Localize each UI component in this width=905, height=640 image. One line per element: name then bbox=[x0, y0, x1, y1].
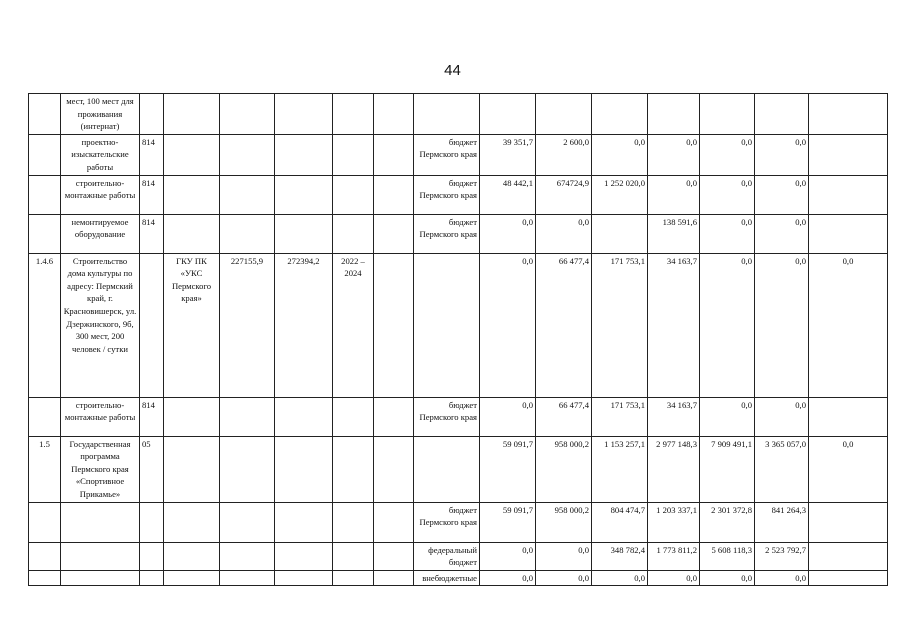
cost-2 bbox=[275, 502, 333, 542]
amount-3: 0,0 bbox=[592, 134, 648, 175]
amount-1: 0,0 bbox=[480, 542, 536, 570]
amount-1: 59 091,7 bbox=[480, 436, 536, 502]
cost-2 bbox=[275, 570, 333, 586]
customer: ГКУ ПК «УКС Пермского края» bbox=[164, 253, 220, 397]
object-name bbox=[61, 570, 140, 586]
amount-5: 5 608 118,3 bbox=[700, 542, 755, 570]
object-name: строительно-монтажные работы bbox=[61, 397, 140, 436]
cost-1 bbox=[220, 397, 275, 436]
table-row bbox=[29, 94, 888, 135]
amount-6: 0,0 bbox=[755, 214, 809, 253]
customer bbox=[164, 570, 220, 586]
budget-table bbox=[28, 93, 888, 586]
cost-1: 227155,9 bbox=[220, 253, 275, 397]
cost-2 bbox=[275, 397, 333, 436]
table-row bbox=[29, 134, 888, 175]
cost-2 bbox=[275, 134, 333, 175]
row-number bbox=[29, 175, 61, 214]
amount-4: 138 591,6 bbox=[648, 214, 700, 253]
amount-7 bbox=[809, 134, 888, 175]
funding-source: бюджет Пермского края bbox=[414, 175, 480, 214]
amount-7: 0,0 bbox=[809, 253, 888, 397]
amount-1: 48 442,1 bbox=[480, 175, 536, 214]
amount-6: 0,0 bbox=[755, 397, 809, 436]
code bbox=[140, 570, 164, 586]
amount-5 bbox=[700, 94, 755, 135]
cost-2 bbox=[275, 175, 333, 214]
customer bbox=[164, 134, 220, 175]
amount-3: 1 252 020,0 bbox=[592, 175, 648, 214]
amount-4: 0,0 bbox=[648, 134, 700, 175]
amount-2: 0,0 bbox=[536, 214, 592, 253]
row-number bbox=[29, 570, 61, 586]
amount-6: 841 264,3 bbox=[755, 502, 809, 542]
period bbox=[333, 570, 374, 586]
amount-2: 674724,9 bbox=[536, 175, 592, 214]
row-number: 1.4.6 bbox=[29, 253, 61, 397]
code bbox=[140, 253, 164, 397]
amount-5: 0,0 bbox=[700, 134, 755, 175]
amount-5: 2 301 372,8 bbox=[700, 502, 755, 542]
code bbox=[140, 502, 164, 542]
amount-2: 0,0 bbox=[536, 542, 592, 570]
extra bbox=[374, 397, 414, 436]
funding-source bbox=[414, 94, 480, 135]
amount-4: 34 163,7 bbox=[648, 253, 700, 397]
amount-1: 0,0 bbox=[480, 253, 536, 397]
amount-5: 0,0 bbox=[700, 214, 755, 253]
table-row bbox=[29, 214, 888, 253]
amount-6: 0,0 bbox=[755, 570, 809, 586]
customer bbox=[164, 502, 220, 542]
amount-5: 0,0 bbox=[700, 175, 755, 214]
amount-6: 2 523 792,7 bbox=[755, 542, 809, 570]
period bbox=[333, 436, 374, 502]
cost-2 bbox=[275, 94, 333, 135]
row-number bbox=[29, 542, 61, 570]
amount-1: 59 091,7 bbox=[480, 502, 536, 542]
extra bbox=[374, 175, 414, 214]
cost-1 bbox=[220, 134, 275, 175]
amount-7 bbox=[809, 214, 888, 253]
cost-1 bbox=[220, 214, 275, 253]
amount-2: 0,0 bbox=[536, 570, 592, 586]
extra bbox=[374, 253, 414, 397]
extra bbox=[374, 542, 414, 570]
customer bbox=[164, 175, 220, 214]
cost-2 bbox=[275, 214, 333, 253]
table-row bbox=[29, 542, 888, 570]
amount-2 bbox=[536, 94, 592, 135]
extra bbox=[374, 502, 414, 542]
code: 814 bbox=[140, 214, 164, 253]
funding-source bbox=[414, 436, 480, 502]
funding-source: внебюджетные bbox=[414, 570, 480, 586]
object-name: проектно-изыскательские работы bbox=[61, 134, 140, 175]
table-row bbox=[29, 436, 888, 502]
amount-3: 1 153 257,1 bbox=[592, 436, 648, 502]
cost-1 bbox=[220, 502, 275, 542]
code: 814 bbox=[140, 134, 164, 175]
period bbox=[333, 94, 374, 135]
amount-1: 39 351,7 bbox=[480, 134, 536, 175]
code: 814 bbox=[140, 397, 164, 436]
amount-7 bbox=[809, 542, 888, 570]
amount-4: 0,0 bbox=[648, 570, 700, 586]
code: 814 bbox=[140, 175, 164, 214]
table-row bbox=[29, 397, 888, 436]
extra bbox=[374, 134, 414, 175]
amount-1 bbox=[480, 94, 536, 135]
table-row bbox=[29, 502, 888, 542]
period bbox=[333, 214, 374, 253]
period bbox=[333, 175, 374, 214]
period bbox=[333, 542, 374, 570]
amount-7 bbox=[809, 397, 888, 436]
amount-7 bbox=[809, 94, 888, 135]
amount-6: 0,0 bbox=[755, 175, 809, 214]
funding-source: бюджет Пермского края bbox=[414, 214, 480, 253]
object-name: немонтируемое оборудование bbox=[61, 214, 140, 253]
cost-1 bbox=[220, 94, 275, 135]
funding-source: федеральный бюджет bbox=[414, 542, 480, 570]
amount-6: 3 365 057,0 bbox=[755, 436, 809, 502]
amount-4: 34 163,7 bbox=[648, 397, 700, 436]
amount-3: 348 782,4 bbox=[592, 542, 648, 570]
amount-3: 804 474,7 bbox=[592, 502, 648, 542]
amount-4: 1 203 337,1 bbox=[648, 502, 700, 542]
amount-5: 0,0 bbox=[700, 397, 755, 436]
amount-2: 2 600,0 bbox=[536, 134, 592, 175]
amount-1: 0,0 bbox=[480, 214, 536, 253]
funding-source: бюджет Пермского края bbox=[414, 134, 480, 175]
object-name: Строительство дома культуры по адресу: Пермский край, г. Красновишерск, ул. Дзержинского, 9б, 300 мест, 200 человек / сутки bbox=[61, 253, 140, 397]
funding-source: бюджет Пермского края bbox=[414, 502, 480, 542]
object-name: строительно-монтажные работы bbox=[61, 175, 140, 214]
table-body bbox=[29, 94, 888, 586]
table-row bbox=[29, 570, 888, 586]
cost-1 bbox=[220, 570, 275, 586]
amount-4: 1 773 811,2 bbox=[648, 542, 700, 570]
amount-3: 0,0 bbox=[592, 570, 648, 586]
period bbox=[333, 397, 374, 436]
customer bbox=[164, 214, 220, 253]
row-number bbox=[29, 134, 61, 175]
row-number: 1.5 bbox=[29, 436, 61, 502]
cost-2 bbox=[275, 542, 333, 570]
amount-6 bbox=[755, 94, 809, 135]
amount-5: 0,0 bbox=[700, 570, 755, 586]
funding-source: бюджет Пермского края bbox=[414, 397, 480, 436]
amount-2: 66 477,4 bbox=[536, 397, 592, 436]
row-number bbox=[29, 94, 61, 135]
amount-4: 0,0 bbox=[648, 175, 700, 214]
amount-5: 0,0 bbox=[700, 253, 755, 397]
table-row bbox=[29, 175, 888, 214]
amount-2: 66 477,4 bbox=[536, 253, 592, 397]
amount-7 bbox=[809, 175, 888, 214]
object-name: Государственная программа Пермского края «Спортивное Прикамье» bbox=[61, 436, 140, 502]
object-name bbox=[61, 502, 140, 542]
amount-1: 0,0 bbox=[480, 397, 536, 436]
cost-2: 272394,2 bbox=[275, 253, 333, 397]
period bbox=[333, 502, 374, 542]
period: 2022 – 2024 bbox=[333, 253, 374, 397]
customer bbox=[164, 397, 220, 436]
amount-3 bbox=[592, 214, 648, 253]
amount-7 bbox=[809, 570, 888, 586]
cost-1 bbox=[220, 436, 275, 502]
amount-1: 0,0 bbox=[480, 570, 536, 586]
amount-5: 7 909 491,1 bbox=[700, 436, 755, 502]
extra bbox=[374, 94, 414, 135]
cost-1 bbox=[220, 542, 275, 570]
amount-6: 0,0 bbox=[755, 253, 809, 397]
object-name: мест, 100 мест для проживания (интернат) bbox=[61, 94, 140, 135]
code bbox=[140, 542, 164, 570]
customer bbox=[164, 436, 220, 502]
amount-2: 958 000,2 bbox=[536, 436, 592, 502]
code: 05 bbox=[140, 436, 164, 502]
cost-1 bbox=[220, 175, 275, 214]
amount-7: 0,0 bbox=[809, 436, 888, 502]
object-name bbox=[61, 542, 140, 570]
customer bbox=[164, 542, 220, 570]
cost-2 bbox=[275, 436, 333, 502]
amount-6: 0,0 bbox=[755, 134, 809, 175]
row-number bbox=[29, 397, 61, 436]
amount-4: 2 977 148,3 bbox=[648, 436, 700, 502]
amount-3 bbox=[592, 94, 648, 135]
funding-source bbox=[414, 253, 480, 397]
amount-7 bbox=[809, 502, 888, 542]
extra bbox=[374, 570, 414, 586]
row-number bbox=[29, 502, 61, 542]
amount-3: 171 753,1 bbox=[592, 397, 648, 436]
extra bbox=[374, 214, 414, 253]
row-number bbox=[29, 214, 61, 253]
customer bbox=[164, 94, 220, 135]
extra bbox=[374, 436, 414, 502]
table-row bbox=[29, 253, 888, 397]
period bbox=[333, 134, 374, 175]
amount-3: 171 753,1 bbox=[592, 253, 648, 397]
amount-2: 958 000,2 bbox=[536, 502, 592, 542]
page-number: 44 bbox=[444, 62, 461, 79]
code bbox=[140, 94, 164, 135]
amount-4 bbox=[648, 94, 700, 135]
